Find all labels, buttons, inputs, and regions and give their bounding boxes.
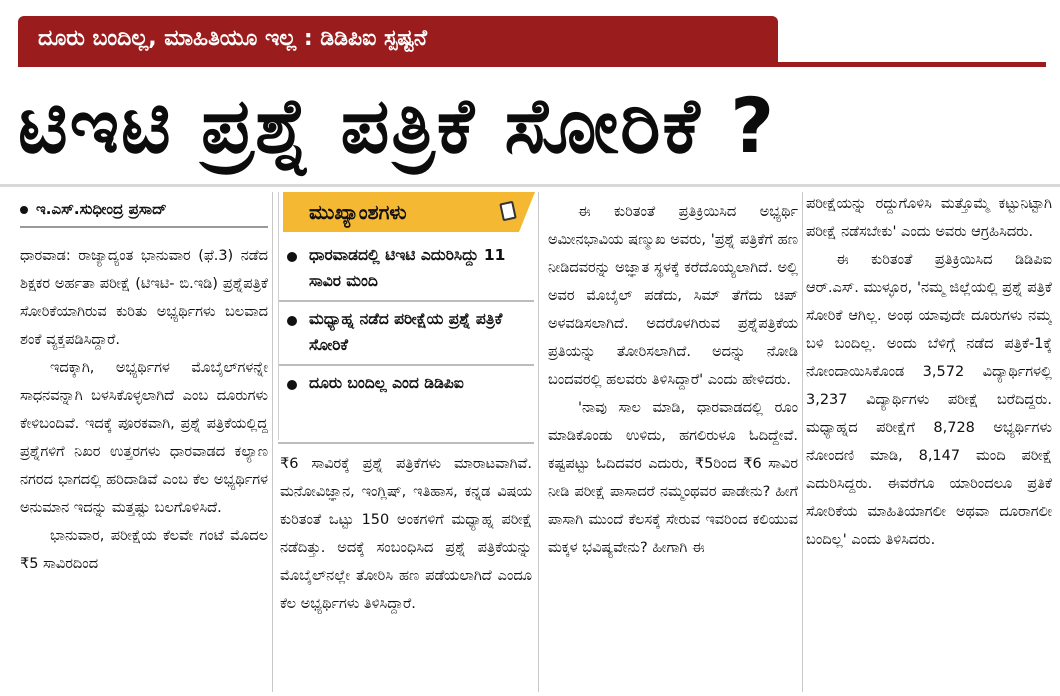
paragraph: ಈ ಕುರಿತಂತೆ ಪ್ರತಿಕ್ರಿಯಿಸಿದ ಅಭ್ಯರ್ಥಿ ಅಮೀನಭಾವಿಯ ಷಣ್ಮುಖ ಅವರು, 'ಪ್ರಶ್ನೆ ಪತ್ರಿಕೆಗೆ ಹಣ ನೀಡಿದವರನ್ನು ಅಜ್ಞಾತ ಸ್ಥಳಕ್ಕೆ ಕರೆದೊಯ್ಯಲಾಗಿದೆ. ಅಲ್ಲಿ ಅವರ ಮೊಬೈಲ್ ಪಡೆದು, ಸಿಮ್ ತೆಗೆದು ಚಿಪ್ ಅಳವಡಿಸಲಾಗಿದೆ. ಅದರೊಳಗಿರುವ ಪ್ರಶ್ನೆಪತ್ರಿಕೆಯ ಪ್ರತಿಯನ್ನು ತೋರಿಸಲಾಗಿದೆ. ಅದನ್ನು ನೋಡಿ ಬಂದವರಲ್ಲಿ ಹಲವರು ತಿಳಿಸಿದ್ದಾರೆ' ಎಂದು ಹೇಳಿದರು. <box>548 204 798 388</box>
article-column-1 <box>20 196 268 692</box>
page-title: ಟಿಇಟಿ ಪ್ರಶ್ನೆ ಪತ್ರಿಕೆ ಸೋರಿಕೆ ? <box>18 81 777 170</box>
list-item: ದೂರು ಬಂದಿಲ್ಲ ಎಂದ ಡಿಡಿಪಿಐ <box>279 366 534 402</box>
highlights-title: ಮುಖ್ಯಾಂಶಗಳು <box>309 200 407 224</box>
column-divider <box>802 192 803 692</box>
paragraph: ಪರೀಕ್ಷೆಯನ್ನು ರದ್ದುಗೊಳಿಸಿ ಮತ್ತೊಮ್ಮೆ ಕಟ್ಟುನಿಟ್ಟಾಗಿ ಪರೀಕ್ಷೆ ನಡೆಸಬೇಕು' ಎಂದು ಅವರು ಆಗ್ರಹಿಸಿದರು. <box>806 196 1052 240</box>
highlights-tab <box>283 192 519 232</box>
byline-author: ಇ.ಎಸ್.ಸುಧೀಂದ್ರ ಪ್ರಸಾದ್ <box>36 200 167 218</box>
paragraph: ಈ ಕುರಿತಂತೆ ಪ್ರತಿಕ್ರಿಯಿಸಿದ ಡಿಡಿಪಿಐ ಆರ್.ಎಸ್. ಮುಳ್ಳೂರ, 'ನಮ್ಮ ಜಿಲ್ಲೆಯಲ್ಲಿ ಪ್ರಶ್ನೆ ಪತ್ರಿಕೆ ಸೋರಿಕೆ ಆಗಿಲ್ಲ. ಅಂಥ ಯಾವುದೇ ದೂರುಗಳು ನಮ್ಮ ಬಳಿ ಬಂದಿಲ್ಲ. ಅಂದು ಬೆಳಿಗ್ಗೆ ನಡೆದ ಪತ್ರಿಕೆ-1ಕ್ಕೆ ನೋಂದಾಯಿಸಿಕೊಂಡ 3,572 ವಿದ್ಯಾರ್ಥಿಗಳಲ್ಲಿ 3,237 ವಿದ್ಯಾರ್ಥಿಗಳು ಪರೀಕ್ಷೆ ಬರೆದಿದ್ದರು. ಮಧ್ಯಾಹ್ನದ ಪರೀಕ್ಷೆಗೆ 8,728 ಅಭ್ಯರ್ಥಿಗಳು ನೋಂದಣಿ ಮಾಡಿ, 8,147 ಮಂದಿ ಪರೀಕ್ಷೆ ಎದುರಿಸಿದ್ದರು. ಈವರೆಗೂ ಯಾರಿಂದಲೂ ಪ್ರತಿಕೆ ಸೋರಿಕೆಯ ಮಾಹಿತಿಯಾಗಲೀ ಅಥವಾ ದೂರಾಗಲೀ ಬಂದಿಲ್ಲ' ಎಂದು ತಿಳಿಸಿದರು. <box>806 252 1052 548</box>
paragraph: ₹6 ಸಾವಿರಕ್ಕೆ ಪ್ರಶ್ನೆ ಪತ್ರಿಕೆಗಳು ಮಾರಾಟವಾಗಿವೆ. ಮನೋವಿಜ್ಞಾನ, ಇಂಗ್ಲಿಷ್, ಇತಿಹಾಸ, ಕನ್ನಡ ವಿಷಯ ಕುರಿತಂತೆ ಒಟ್ಟು 150 ಅಂಕಗಳಿಗೆ ಮಧ್ಯಾಹ್ನ ಪರೀಕ್ಷೆ ನಡೆದಿತ್ತು. ಅದಕ್ಕೆ ಸಂಬಂಧಿಸಿದ ಪ್ರಶ್ನೆ ಪತ್ರಿಕೆಯನ್ನು ಮೊಬೈಲ್‌ನಲ್ಲೇ ತೋರಿಸಿ ಹಣ ಪಡೆಯಲಾಗಿದೆ ಎಂದೂ ಕೆಲ ಅಭ್ಯರ್ಥಿಗಳು ತಿಳಿಸಿದ್ದಾರೆ. <box>280 456 532 612</box>
paragraph: ಧಾರವಾಡ: ರಾಜ್ಯಾದ್ಯಂತ ಭಾನುವಾರ (ಫೆ.3) ನಡೆದ ಶಿಕ್ಷಕರ ಅರ್ಹತಾ ಪರೀಕ್ಷೆ (ಟಿಇಟಿ- ಬಿ.ಇಡಿ) ಪ್ರಶ್ನೆಪತ್ರಿಕೆ ಸೋರಿಕೆಯಾಗಿರುವ ಕುರಿತು ಅಭ್ಯರ್ಥಿಗಳು ಬಲವಾದ ಶಂಕೆ ವ್ಯಕ್ತಪಡಿಸಿದ್ದಾರೆ. <box>20 248 268 348</box>
byline <box>20 196 268 222</box>
document-icon <box>499 201 516 222</box>
paragraph: ಇದಕ್ಕಾಗಿ, ಅಭ್ಯರ್ಥಿಗಳ ಮೊಬೈಲ್‌ಗಳನ್ನೇ ಸಾಧನವನ್ನಾಗಿ ಬಳಸಿಕೊಳ್ಳಲಾಗಿದೆ ಎಂಬ ದೂರುಗಳು ಕೇಳಿಬಂದಿವೆ. ಇದಕ್ಕೆ ಪೂರಕವಾಗಿ, ಪ್ರಶ್ನೆ ಪತ್ರಿಕೆಯಲ್ಲಿದ್ದ ಪ್ರಶ್ನೆಗಳಿಗೆ ನಿಖರ ಉತ್ತರಗಳು ಧಾರವಾಡದ ಕಲ್ಯಾಣ ನಗರದ ಭಾಗದಲ್ಲಿ ಹರಿದಾಡಿವೆ ಎಂಬ ಕೆಲ ಅಭ್ಯರ್ಥಿಗಳ ಅನುಮಾನ ಇದನ್ನು ಮತ್ತಷ್ಟು ಬಲಗೊಳಿಸಿದೆ. <box>20 360 268 516</box>
kicker-rule <box>18 62 1046 67</box>
list-item: ಧಾರವಾಡದಲ್ಲಿ ಟಿಇಟಿ ಎದುರಿಸಿದ್ದು 11 ಸಾವಿರ ಮಂದಿ <box>279 238 534 302</box>
bullet-dot-icon <box>20 206 28 214</box>
highlights-list <box>279 238 534 402</box>
byline-divider <box>20 226 268 228</box>
article-column-2 <box>280 450 532 692</box>
article-column-4 <box>806 190 1052 686</box>
paragraph: ಭಾನುವಾರ, ಪರೀಕ್ಷೆಯ ಕೆಲವೇ ಗಂಟೆ ಮೊದಲ ₹5 ಸಾವಿರದಿಂದ <box>20 528 268 572</box>
column-divider <box>538 192 539 692</box>
headline-divider <box>0 184 1060 187</box>
list-item: ಮಧ್ಯಾಹ್ನ ನಡೆದ ಪರೀಕ್ಷೆಯ ಪ್ರಶ್ನೆ ಪತ್ರಿಕೆ ಸೋರಿಕೆ <box>279 302 534 366</box>
article-column-3 <box>548 198 798 694</box>
kicker-banner: ದೂರು ಬಂದಿಲ್ಲ, ಮಾಹಿತಿಯೂ ಇಲ್ಲ : ಡಿಡಿಪಿಐ ಸ್ಪಷ್ಟನೆ <box>18 16 778 62</box>
highlights-box <box>278 192 534 440</box>
paragraph: 'ನಾವು ಸಾಲ ಮಾಡಿ, ಧಾರವಾಡದಲ್ಲಿ ರೂಂ ಮಾಡಿಕೊಂಡು ಉಳಿದು, ಹಗಲಿರುಳೂ ಓದಿದ್ದೇವೆ. ಕಷ್ಟಪಟ್ಟು ಓದಿದವರ ಎದುರು, ₹5ರಿಂದ ₹6 ಸಾವಿರ ನೀಡಿ ಪರೀಕ್ಷೆ ಪಾಸಾದರೆ ನಮ್ಮಂಥವರ ಪಾಡೇನು? ಹೀಗೆ ಪಾಸಾಗಿ ಮುಂದೆ ಕೆಲಸಕ್ಕೆ ಸೇರುವ ಇವರಿಂದ ಕಲಿಯುವ ಮಕ್ಕಳ ಭವಿಷ್ಯವೇನು? ಹೀಗಾಗಿ ಈ <box>548 400 798 556</box>
highlights-bottom-rule <box>278 442 534 444</box>
column-divider <box>272 192 273 692</box>
